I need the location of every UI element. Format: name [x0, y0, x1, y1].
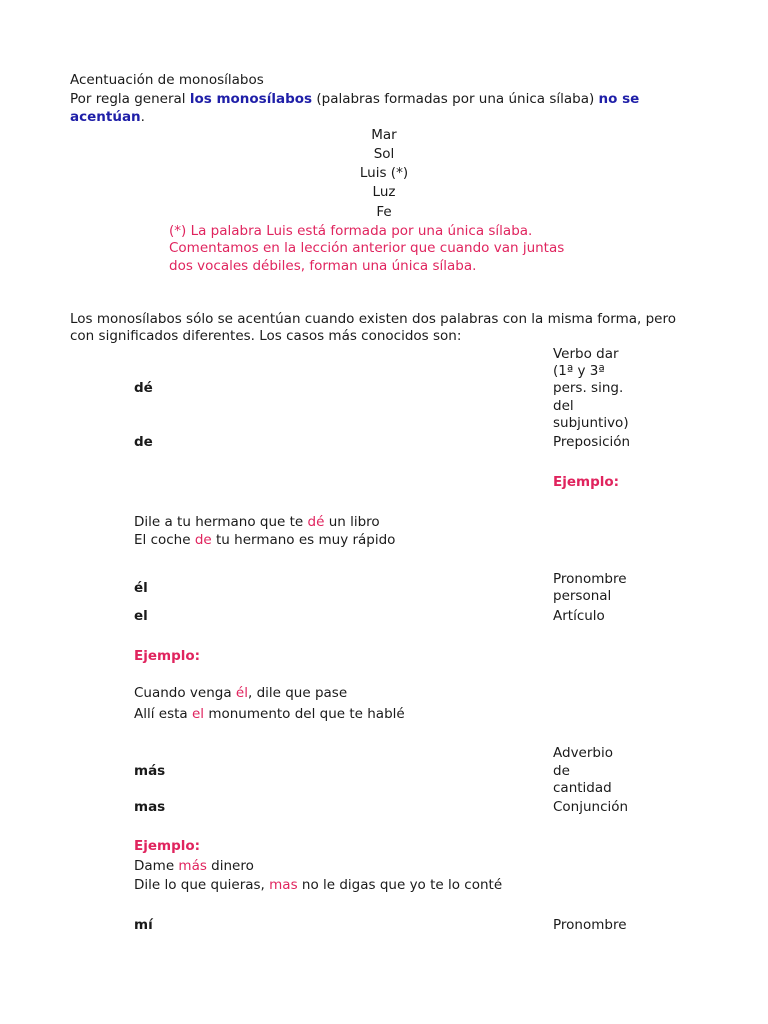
example-word: Mar — [371, 127, 397, 143]
ejemplo-label: Ejemplo: — [553, 474, 620, 490]
intro-line-2 — [70, 108, 145, 126]
sentence-text: tu hermano es muy rápido — [211, 532, 396, 548]
definition-line: Verbo dar — [553, 346, 619, 362]
paragraph-line: Los monosílabos sólo se acentúan cuando existen dos palabras con la misma forma, pero — [70, 311, 676, 327]
sentence-text: un libro — [324, 514, 380, 530]
example-word: Luis (*) — [359, 165, 409, 181]
sentence-text: Dile a tu hermano que te — [134, 514, 308, 530]
definition-line: (1ª y 3ª — [553, 363, 605, 379]
word-de-accent: dé — [134, 380, 153, 396]
example-sentence — [134, 684, 347, 702]
word-mi-accent: mí — [134, 917, 153, 933]
definition-line: de — [553, 763, 570, 779]
intro-highlight-acentuan: acentúan — [70, 109, 141, 125]
definition-line: cantidad — [553, 780, 612, 796]
sentence-highlight: el — [191, 706, 205, 722]
note-line: dos vocales débiles, forman una única sílaba. — [169, 258, 477, 274]
definition-line: personal — [553, 588, 612, 604]
example-sentence — [134, 531, 395, 549]
definition-line: del — [553, 398, 574, 414]
sentence-text: monumento del que te hablé — [204, 706, 405, 722]
word-el: el — [134, 608, 148, 624]
sentence-text: dinero — [206, 858, 254, 874]
note-line: (*) La palabra Luis está formada por una única sílaba. — [169, 223, 533, 239]
sentence-highlight: él — [235, 685, 248, 701]
definition-line: pers. sing. — [553, 380, 624, 396]
sentence-highlight: mas — [269, 877, 298, 893]
intro-line-1 — [70, 90, 639, 108]
sentence-highlight: de — [194, 532, 212, 548]
definition-line: Preposición — [553, 434, 631, 450]
sentence-text: Dame — [134, 858, 179, 874]
word-de: de — [134, 434, 153, 450]
word-mas: mas — [134, 799, 166, 815]
paragraph-line: con significados diferentes. Los casos más conocidos son: — [70, 328, 462, 344]
example-sentence — [134, 513, 380, 531]
page-title: Acentuación de monosílabos — [70, 72, 264, 88]
intro-highlight-monosilabos: los monosílabos — [189, 91, 313, 107]
definition-line: subjuntivo) — [553, 415, 629, 431]
note-line: Comentamos en la lección anterior que cuando van juntas — [169, 240, 565, 256]
example-word: Luz — [372, 184, 396, 200]
sentence-highlight: dé — [307, 514, 325, 530]
sentence-highlight: más — [178, 858, 207, 874]
example-sentence — [134, 876, 502, 894]
example-word: Sol — [373, 146, 395, 162]
word-el-accent: él — [134, 580, 148, 596]
intro-highlight-no-se: no se — [598, 91, 640, 107]
definition-line: Artículo — [553, 608, 605, 624]
intro-middle: (palabras formadas por una única sílaba) — [312, 91, 599, 107]
intro-prefix: Por regla general — [70, 91, 190, 107]
definition-line: Pronombre — [553, 917, 627, 933]
definition-line: Pronombre — [553, 571, 627, 587]
definition-line: Adverbio — [553, 745, 613, 761]
ejemplo-label: Ejemplo: — [134, 838, 201, 854]
sentence-text: Cuando venga — [134, 685, 236, 701]
sentence-text: Allí esta — [134, 706, 192, 722]
sentence-text: Dile lo que quieras, — [134, 877, 270, 893]
example-sentence — [134, 705, 405, 723]
intro-end: . — [140, 109, 145, 125]
word-mas-accent: más — [134, 763, 166, 779]
sentence-text: El coche — [134, 532, 195, 548]
example-sentence — [134, 857, 254, 875]
sentence-text: , dile que pase — [247, 685, 348, 701]
ejemplo-label: Ejemplo: — [134, 648, 201, 664]
example-word: Fe — [376, 204, 392, 220]
sentence-text: no le digas que yo te lo conté — [297, 877, 503, 893]
definition-line: Conjunción — [553, 799, 629, 815]
